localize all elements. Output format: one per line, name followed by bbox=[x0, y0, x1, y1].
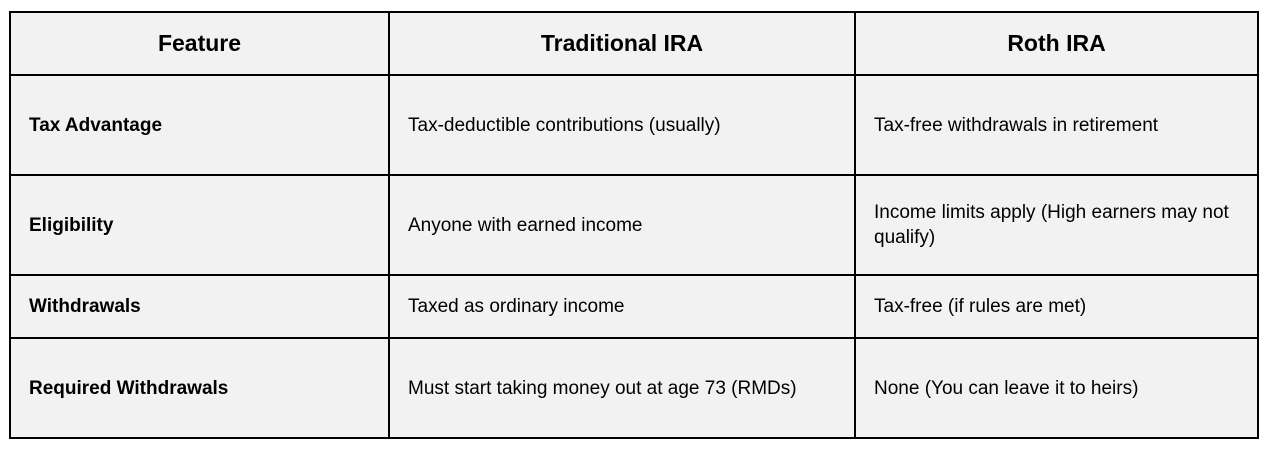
row-label-required-withdrawals: Required Withdrawals bbox=[10, 338, 389, 438]
traditional-required-withdrawals: Must start taking money out at age 73 (RMDs) bbox=[389, 338, 855, 438]
row-label-tax-advantage: Tax Advantage bbox=[10, 75, 389, 175]
header-row bbox=[10, 12, 1258, 75]
roth-tax-advantage: Tax-free withdrawals in retirement bbox=[855, 75, 1258, 175]
traditional-tax-advantage: Tax-deductible contributions (usually) bbox=[389, 75, 855, 175]
table-row bbox=[10, 75, 1258, 175]
table-row bbox=[10, 275, 1258, 338]
row-label-withdrawals: Withdrawals bbox=[10, 275, 389, 338]
header-traditional-ira: Traditional IRA bbox=[389, 12, 855, 75]
table-row bbox=[10, 338, 1258, 438]
header-feature: Feature bbox=[10, 12, 389, 75]
roth-eligibility: Income limits apply (High earners may not qualify) bbox=[855, 175, 1258, 275]
row-label-eligibility: Eligibility bbox=[10, 175, 389, 275]
roth-required-withdrawals: None (You can leave it to heirs) bbox=[855, 338, 1258, 438]
ira-comparison-table bbox=[9, 11, 1259, 439]
header-roth-ira: Roth IRA bbox=[855, 12, 1258, 75]
roth-withdrawals: Tax-free (if rules are met) bbox=[855, 275, 1258, 338]
traditional-withdrawals: Taxed as ordinary income bbox=[389, 275, 855, 338]
table-row bbox=[10, 175, 1258, 275]
traditional-eligibility: Anyone with earned income bbox=[389, 175, 855, 275]
